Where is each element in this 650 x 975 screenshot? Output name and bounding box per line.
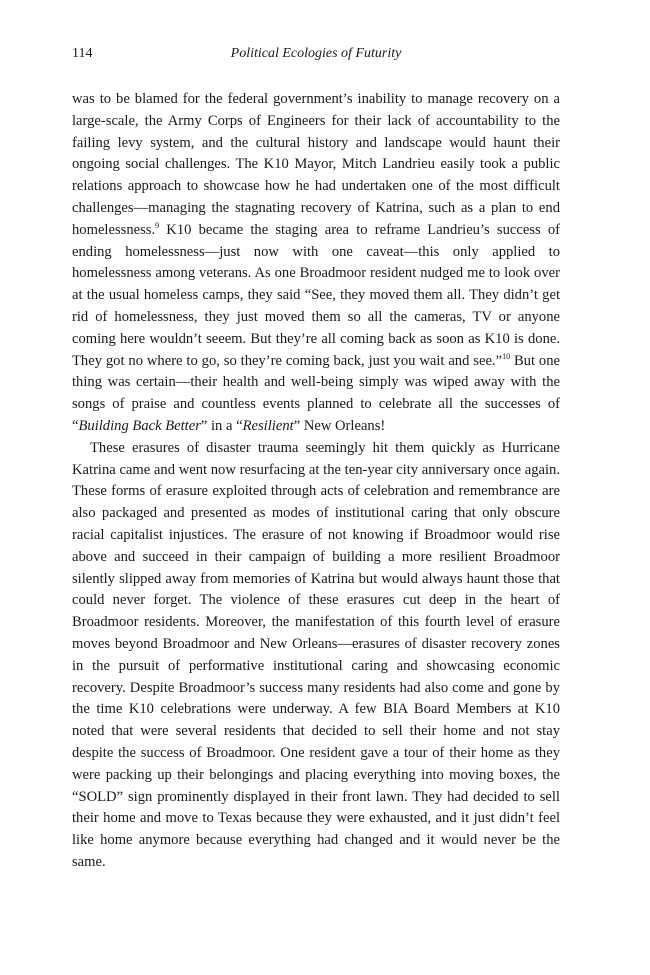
paragraph-1-text-a: was to be blamed for the federal government’s inability to manage recovery on a large-scale, the Army Corps of Engineers for their lack of accountability to the failing levy system, and the cultural history and landscape would haunt their ongoing social challenges. The K10 Mayor, Mitch Landrieu easily took a public relations approach to showcase how he had undertaken one of the most difficult challenges—managing the stagnating recovery of Katrina, such as a plan to end homelessness. [72,91,560,238]
paragraph-2: These erasures of disaster trauma seemingly hit them quickly as Hurricane Katrina came and went now resurfacing at the ten-year city anniversary once again. These forms of erasure exploited through acts of celebration and remembrance are also packaged and presented as modes of institutional caring that only obscure racial capitalist injustices. The erasure of not knowing if Broadmoor would rise above and succeed in their campaign of building a more resilient Broadmoor silently slipped away from memories of Katrina but would always haunt those that could never forget. The violence of these erasures cut deep in the heart of Broadmoor residents. Moreover, the manifestation of this fourth level of erasure moves beyond Broadmoor and New Orleans—erasures of disaster recovery zones in the pursuit of performative institutional caring and showcasing economic recovery. Despite Broadmoor’s success many residents had also come and gone by the time K10 celebrations were underway. A few BIA Board Members at K10 noted that were several residents that decided to sell their home and not stay despite the success of Broadmoor. One resident gave a tour of their home as they were packing up their belongings and placing everything into moving boxes, the “SOLD” sign prominently displayed in their front lawn. They had decided to sell their home and move to Texas because they were exhausted, and it just didn’t feel like home anymore because everything had changed and it would never be the same. [72,439,560,870]
footnote-ref-9[interactable]: 9 [155,220,160,230]
emphasis-resilient: Resilient [242,417,294,434]
paragraph-1-text-c: But one thing was certain—their health and well-being simply was wiped away with the songs of praise and countless events planned to celebrate all the successes of “ [72,352,560,434]
page-number: 114 [72,46,93,61]
paragraph-1-text-e: ” New Orleans! [293,417,386,434]
paragraph-1 [72,89,560,438]
emphasis-building-back-better: Building Back Better [78,417,201,434]
footnote-ref-10[interactable]: 10 [502,351,511,361]
running-title: Political Ecologies of Futurity [230,46,402,61]
paragraph-1-text-d: ” in a “ [200,417,243,434]
paragraph-1-text-b: K10 became the staging area to reframe Landrieu’s success of ending homelessness—just now with one caveat—this only applied to homelessness among veterans. As one Broadmoor resident nudged me to look over at the usual homeless camps, they said “See, they moved them all. They didn’t get rid of homelessness, they just moved them so all the cameras, TV or anyone coming here wouldn’t seeem. But they’re all coming back as soon as K10 is done. They got no where to go, so they’re coming back, just you wait and see.” [72,221,560,369]
body-text [72,89,560,874]
running-head [72,46,560,66]
